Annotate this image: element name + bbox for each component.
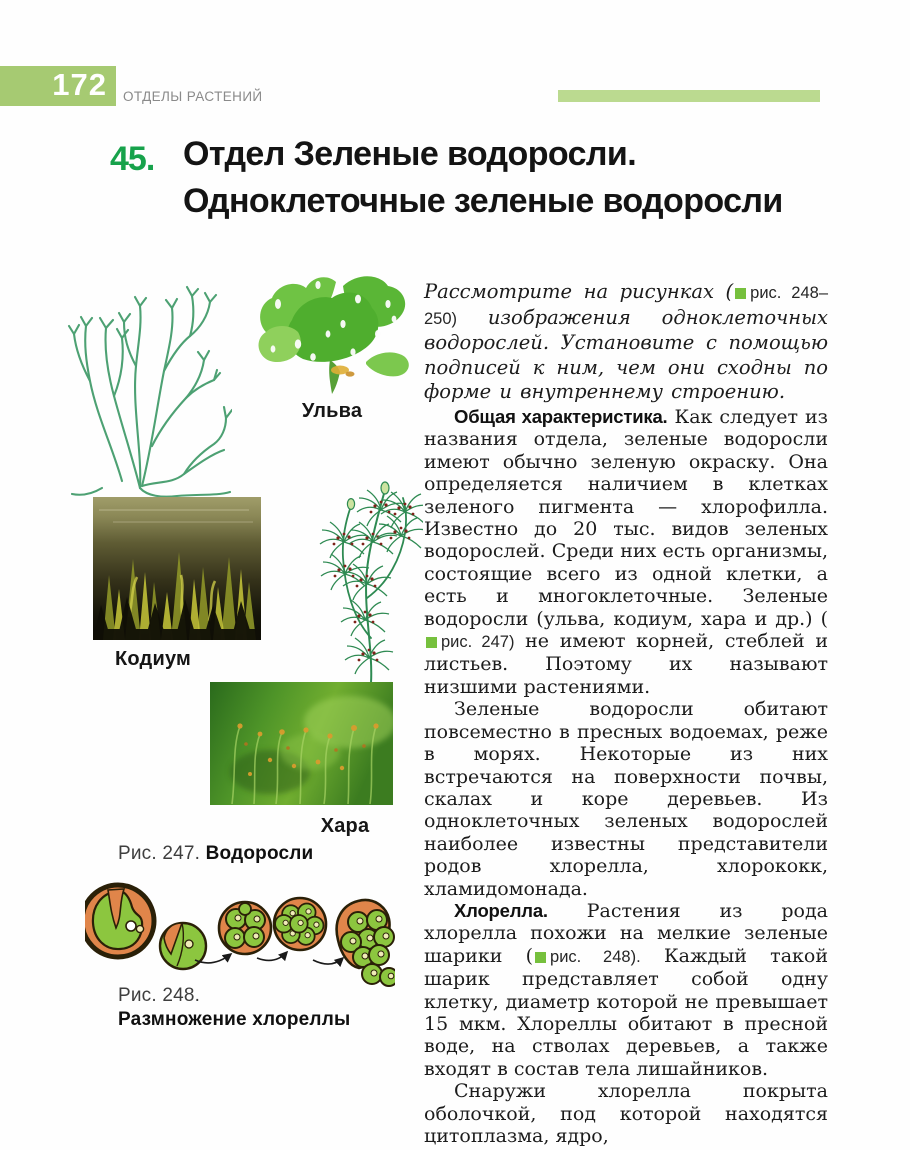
codium-photo [93,497,261,640]
lead-general-characteristics: Общая характеристика. [454,406,668,427]
paragraph-general-characteristics [424,406,828,698]
figure-ref-247: рис. 247) [441,633,515,652]
paragraph-chlorella-structure [424,1080,828,1147]
body-text-column [424,406,828,1147]
figure-ref-square-icon [426,637,437,648]
paragraph-chlorella [424,900,828,1080]
figure-247-caption [118,843,313,865]
codium-line-drawing [62,256,232,504]
paragraph-habitats [424,698,828,900]
chlorella-reproduction-diagram [85,878,395,990]
intro-text-continued: изображения одноклеточных водорослей. Установите с помощью подписей к ним, чем они сходны по форме и внутреннему строению. [424,305,828,404]
figure-ref-248-250: рис. 248–250) [424,284,828,328]
figure-ref-square-icon [535,952,546,963]
intro-task-paragraph [424,280,828,405]
page-number-badge [0,66,116,106]
figure-ref-square-icon [735,288,746,299]
title-line2: Одноклеточные зеленые водоросли [183,182,783,220]
page-title [183,131,843,225]
chara-line-drawing [293,478,423,686]
p4-text: Снаружи хлорелла покрыта оболочкой, под которой находятся цитоплазма, ядро, [424,1080,828,1147]
p1-text: Как следует из названия отдела, зеленые водоросли имеют обычно зеленую окраску. Она определяется наличием в клетках зеленого пигмента — хлорофилла. Известно до 20 тыс. видов зеленых водорослей. Среди них есть организмы, состоящие всего из одной клетки, а есть и многоклеточные. Зеленые водоросли (ульва, кодиум, хара и др.) ( [424,406,828,630]
figure-247-title: Водоросли [205,843,314,864]
lead-chlorella: Хлорелла. [454,899,548,921]
running-header: ОТДЕЛЫ РАСТЕНИЙ [123,89,263,104]
figure-248-ref: Рис. 248. [118,985,201,1006]
figure-247-ref: Рис. 247. [118,843,201,864]
header-accent-bar [558,90,820,102]
section-number: 45. [110,140,155,178]
p3-text-continued: Каждый такой шарик представляет собой одну клетку, диаметр которой не превышает 15 мкм. Хлореллы обитают в пресной воде, на стволах деревьев, а также входят в состав тела лишайников. [424,944,829,1080]
ulva-illustration [248,264,416,396]
ulva-label: Ульва [301,400,363,422]
p1-text-continued: не имеют корней, стеблей и листьев. Поэтому их называют низшими растениями. [424,630,828,698]
p2-text: Зеленые водоросли обитают повсеместно в пресных водоемах, реже в морях. Некоторые из них встречаются на поверхности почвы, скалах и коре деревьев. Из одноклеточных зеленых водорослей наиболее известны представители родов хлорелла, хлорококк, хламидомонада. [424,698,828,900]
page-number: 172 [52,67,107,102]
figure-ref-248: рис. 248). [550,947,641,966]
title-line1: Отдел Зеленые водоросли. [183,135,637,173]
intro-text: Рассмотрите на рисунках ( [424,280,734,303]
codium-label: Кодиум [115,648,192,670]
chara-label: Хара [320,815,370,837]
chara-photo [210,682,393,805]
p3-text: Растения из рода хлорелла похожи на мелкие зеленые шарики ( [424,899,828,967]
figure-248-caption [118,985,350,1031]
figure-248-title: Размножение хлореллы [118,1009,351,1030]
